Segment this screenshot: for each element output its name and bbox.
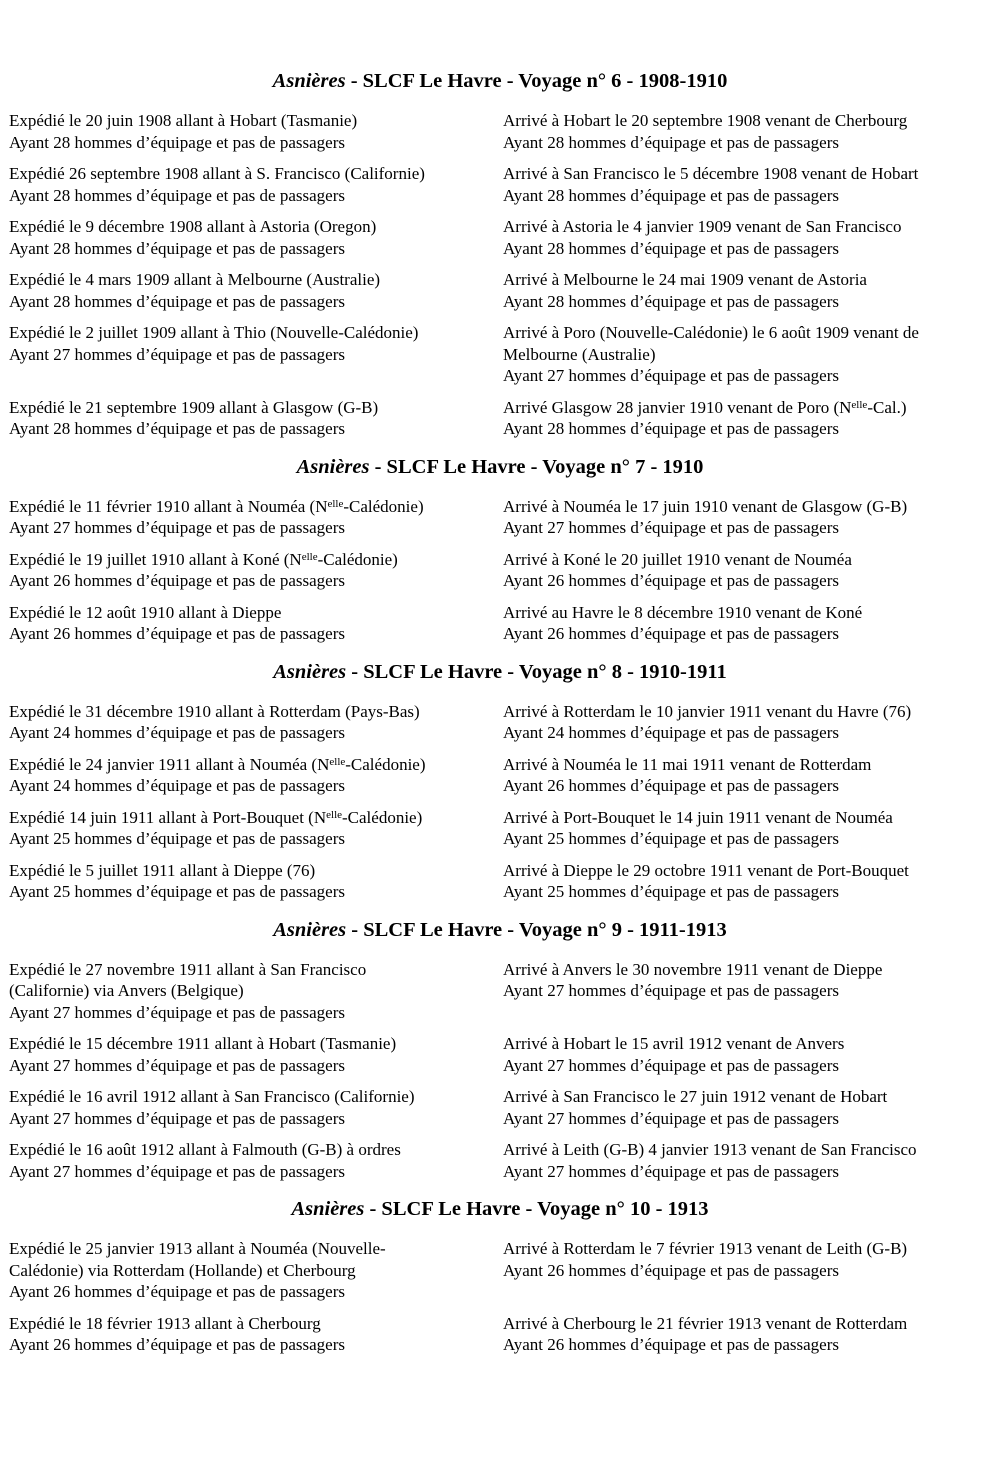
entry-line: Ayant 28 hommes d’équipage et pas de passagers <box>503 185 839 205</box>
departure-cell <box>9 110 503 153</box>
entry-line: Ayant 28 hommes d’équipage et pas de passagers <box>503 419 839 438</box>
entry-line: Arrivé à Astoria le 4 janvier 1909 venant de San Francisco <box>503 217 902 236</box>
entry-line: Ayant 27 hommes d’équipage et pas de passagers <box>9 1108 345 1128</box>
entry-line: Arrivé à Port-Bouquet le 14 juin 1911 venant de Nouméa <box>503 807 893 827</box>
entry-line: Ayant 27 hommes d’équipage et pas de passagers <box>9 1161 345 1181</box>
entry-line: Ayant 24 hommes d’équipage et pas de passagers <box>9 723 345 742</box>
voyage-entry-row <box>9 549 991 592</box>
entry-line: Arrivé à Nouméa le 17 juin 1910 venant de Glasgow (G-B) <box>503 496 908 516</box>
departure-cell <box>9 860 503 903</box>
entry-line: Arrivé à Dieppe le 29 octobre 1911 venant de Port-Bouquet <box>503 860 909 880</box>
ship-name: Asnières <box>272 70 346 92</box>
entry-line: Expédié le 15 décembre 1911 allant à Hobart (Tasmanie) <box>9 1034 397 1053</box>
entry-line: Expédié le 27 novembre 1911 allant à San Francisco <box>9 959 367 979</box>
entry-line: Expédié le 9 décembre 1908 allant à Astoria (Oregon) <box>9 217 377 236</box>
departure-cell <box>9 1139 503 1182</box>
entry-line: Ayant 27 hommes d’équipage et pas de passagers <box>9 344 345 364</box>
entry-line: Ayant 28 hommes d’équipage et pas de passagers <box>503 238 839 258</box>
voyage-entry-row <box>9 1238 991 1303</box>
entry-line: Ayant 25 hommes d’équipage et pas de passagers <box>503 882 839 901</box>
departure-cell <box>9 602 503 645</box>
voyage-entry-row <box>9 496 991 539</box>
voyage-entry-row <box>9 269 991 312</box>
entry-line: Ayant 26 hommes d’équipage et pas de passagers <box>9 571 345 590</box>
departure-cell <box>9 496 503 539</box>
entry-line: Arrivé à Melbourne le 24 mai 1909 venant de Astoria <box>503 270 867 289</box>
entry-line: Ayant 27 hommes d’équipage et pas de passagers <box>503 1108 839 1128</box>
entry-line: (Californie) via Anvers (Belgique) <box>9 981 244 1000</box>
ship-name: Asnières <box>291 1198 365 1220</box>
entry-line: Arrivé à Poro (Nouvelle-Calédonie) le 6 août 1909 venant de <box>503 323 919 342</box>
departure-cell <box>9 216 503 259</box>
entry-line: Expédié le 5 juillet 1911 allant à Dieppe (76) <box>9 860 316 880</box>
departure-cell <box>9 1238 503 1303</box>
arrival-cell <box>503 163 991 206</box>
arrival-cell <box>503 110 991 153</box>
entry-line: Ayant 28 hommes d’équipage et pas de passagers <box>503 291 839 311</box>
arrival-cell <box>503 860 991 903</box>
entry-line: Ayant 26 hommes d’équipage et pas de passagers <box>503 1335 839 1354</box>
arrival-cell <box>503 1238 991 1303</box>
entry-line: Ayant 28 hommes d’équipage et pas de passagers <box>9 185 345 205</box>
arrival-cell <box>503 602 991 645</box>
entry-line: Expédié le 21 septembre 1909 allant à Glasgow (G-B) <box>9 397 379 417</box>
arrival-cell <box>503 1139 991 1182</box>
voyage-entry-row <box>9 807 991 850</box>
entry-line: Ayant 26 hommes d’équipage et pas de passagers <box>503 1260 839 1280</box>
departure-cell <box>9 397 503 440</box>
departure-cell <box>9 549 503 592</box>
voyage-entry-row <box>9 216 991 259</box>
entry-line: Expédié le 11 février 1910 allant à Nouméa $(N^{elle}-Calédonie)$ <box>9 496 424 516</box>
entry-line: Ayant 26 hommes d’équipage et pas de passagers <box>9 1282 345 1301</box>
entry-line: Ayant 26 hommes d’équipage et pas de passagers <box>9 1335 345 1354</box>
ship-name: Asnières <box>273 660 347 683</box>
voyage-entries <box>9 1238 991 1356</box>
entry-line: Ayant 27 hommes d’équipage et pas de passagers <box>503 366 839 385</box>
voyage-entry-row <box>9 754 991 797</box>
voyage-heading-text: - SLCF Le Havre - Voyage n° 7 - 1910 <box>369 455 704 478</box>
entry-line: Arrivé à Rotterdam le 7 février 1913 venant de Leith (G-B) <box>503 1239 908 1258</box>
entry-line: Ayant 26 hommes d’équipage et pas de passagers <box>9 624 345 643</box>
arrival-cell <box>503 216 991 259</box>
voyage-entry-row <box>9 110 991 153</box>
entry-line: Calédonie) via Rotterdam (Hollande) et Cherbourg <box>9 1260 356 1280</box>
entry-line: Arrivé à Hobart le 15 avril 1912 venant de Anvers <box>503 1034 845 1053</box>
departure-cell <box>9 322 503 387</box>
departure-cell <box>9 1086 503 1129</box>
voyage-entries <box>9 110 991 440</box>
voyage-heading-text: - SLCF Le Havre - Voyage n° 6 - 1908-1910 <box>345 70 728 92</box>
arrival-cell <box>503 701 991 744</box>
voyage-entry-row <box>9 1139 991 1182</box>
voyage-heading <box>9 659 991 685</box>
voyage-entry-row <box>9 163 991 206</box>
entry-line: Expédié le 24 janvier 1911 allant à Nouméa $(N^{elle}-Calédonie)$ <box>9 754 426 774</box>
entry-line: Expédié le 20 juin 1908 allant à Hobart (Tasmanie) <box>9 111 358 130</box>
voyage-entry-row <box>9 397 991 440</box>
departure-cell <box>9 807 503 850</box>
entry-line: Expédié le 25 janvier 1913 allant à Nouméa (Nouvelle- <box>9 1239 386 1258</box>
voyage-heading <box>9 917 991 943</box>
entry-line: Ayant 26 hommes d’équipage et pas de passagers <box>503 571 839 590</box>
entry-line: Expédié 26 septembre 1908 allant à S. Francisco (Californie) <box>9 164 425 183</box>
voyage-entries <box>9 496 991 645</box>
departure-cell <box>9 701 503 744</box>
arrival-cell <box>503 496 991 539</box>
entry-line: Arrivé à Nouméa le 11 mai 1911 venant de Rotterdam <box>503 754 872 774</box>
entry-line: Expédié le 12 août 1910 allant à Dieppe <box>9 602 282 622</box>
voyage-entry-row <box>9 701 991 744</box>
entry-line: Ayant 25 hommes d’équipage et pas de passagers <box>503 829 839 848</box>
voyage-entries <box>9 701 991 903</box>
ship-name: Asnières <box>273 918 347 941</box>
voyage-log-page <box>9 68 991 1356</box>
departure-cell <box>9 754 503 797</box>
entry-line: Ayant 25 hommes d’équipage et pas de passagers <box>9 882 345 901</box>
arrival-cell <box>503 322 991 387</box>
voyage-heading-text: - SLCF Le Havre - Voyage n° 10 - 1913 <box>364 1198 709 1220</box>
entry-line: Ayant 28 hommes d’équipage et pas de passagers <box>9 132 345 152</box>
entry-line: Arrivé à Rotterdam le 10 janvier 1911 venant du Havre (76) <box>503 701 912 721</box>
departure-cell <box>9 1313 503 1356</box>
entry-line: Arrivé à Koné le 20 juillet 1910 venant de Nouméa <box>503 549 852 569</box>
entry-line: Ayant 24 hommes d’équipage et pas de passagers <box>503 723 839 742</box>
entry-line: Expédié le 19 juillet 1910 allant à Koné $(N^{elle}-Calédonie)$ <box>9 549 398 569</box>
voyage-entry-row <box>9 602 991 645</box>
entry-line: Ayant 26 hommes d’équipage et pas de passagers <box>503 776 839 795</box>
arrival-cell <box>503 549 991 592</box>
voyage-entry-row <box>9 860 991 903</box>
entry-line: Ayant 25 hommes d’équipage et pas de passagers <box>9 829 345 848</box>
entry-line: Arrivé à Hobart le 20 septembre 1908 venant de Cherbourg <box>503 111 908 130</box>
entry-line: Ayant 27 hommes d’équipage et pas de passagers <box>9 518 345 537</box>
voyage-heading-text: - SLCF Le Havre - Voyage n° 8 - 1910-1911 <box>346 660 727 683</box>
arrival-cell <box>503 959 991 1024</box>
arrival-cell <box>503 1033 991 1076</box>
entry-line: Ayant 26 hommes d’équipage et pas de passagers <box>503 624 839 643</box>
arrival-cell <box>503 754 991 797</box>
entry-line: Arrivé à San Francisco le 5 décembre 1908 venant de Hobart <box>503 164 919 183</box>
entry-line: Expédié le 16 avril 1912 allant à San Francisco (Californie) <box>9 1087 415 1106</box>
entry-line: Ayant 28 hommes d’équipage et pas de passagers <box>9 238 345 258</box>
entry-line: Ayant 28 hommes d’équipage et pas de passagers <box>9 291 345 311</box>
voyage-entries <box>9 959 991 1183</box>
entry-line: Ayant 27 hommes d’équipage et pas de passagers <box>9 1055 345 1075</box>
departure-cell <box>9 269 503 312</box>
entry-line: Expédié le 18 février 1913 allant à Cherbourg <box>9 1313 321 1333</box>
voyage-heading <box>9 454 991 480</box>
entry-line: Expédié le 16 août 1912 allant à Falmouth (G-B) à ordres <box>9 1140 401 1159</box>
entry-line: Ayant 27 hommes d’équipage et pas de passagers <box>503 981 839 1000</box>
departure-cell <box>9 959 503 1024</box>
entry-line: Arrivé à Leith (G-B) 4 janvier 1913 venant de San Francisco <box>503 1140 917 1159</box>
departure-cell <box>9 1033 503 1076</box>
entry-line: Arrivé au Havre le 8 décembre 1910 venant de Koné <box>503 602 863 622</box>
voyage-entry-row <box>9 1086 991 1129</box>
entry-line: Arrivé Glasgow 28 janvier 1910 venant de Poro $(N^{elle}-Cal.)$ <box>503 397 907 417</box>
voyage-entry-row <box>9 1033 991 1076</box>
arrival-cell <box>503 1086 991 1129</box>
entry-line: Melbourne (Australie) <box>503 344 656 364</box>
arrival-cell <box>503 269 991 312</box>
voyage-heading-text: - SLCF Le Havre - Voyage n° 9 - 1911-1913 <box>346 918 727 941</box>
entry-line: Arrivé à Cherbourg le 21 février 1913 venant de Rotterdam <box>503 1313 908 1333</box>
arrival-cell <box>503 1313 991 1356</box>
entry-line: Arrivé à Anvers le 30 novembre 1911 venant de Dieppe <box>503 959 883 979</box>
entry-line: Arrivé à San Francisco le 27 juin 1912 venant de Hobart <box>503 1087 888 1106</box>
entry-line: Ayant 24 hommes d’équipage et pas de passagers <box>9 776 345 795</box>
departure-cell <box>9 163 503 206</box>
entry-line: Ayant 28 hommes d’équipage et pas de passagers <box>9 419 345 438</box>
voyage-heading <box>9 1196 991 1222</box>
voyage-entry-row <box>9 959 991 1024</box>
entry-line: Expédié le 31 décembre 1910 allant à Rotterdam (Pays-Bas) <box>9 701 420 721</box>
entry-line: Ayant 27 hommes d’équipage et pas de passagers <box>503 1055 839 1075</box>
entry-line: Ayant 27 hommes d’équipage et pas de passagers <box>9 1002 345 1022</box>
arrival-cell <box>503 807 991 850</box>
entry-line: Ayant 27 hommes d’équipage et pas de passagers <box>503 518 839 537</box>
voyage-heading <box>9 68 991 94</box>
voyage-entry-row <box>9 1313 991 1356</box>
ship-name: Asnières <box>296 455 370 478</box>
entry-line: Expédié le 4 mars 1909 allant à Melbourne (Australie) <box>9 270 381 289</box>
voyage-entry-row <box>9 322 991 387</box>
entry-line: Ayant 27 hommes d’équipage et pas de passagers <box>503 1161 839 1181</box>
entry-line: Expédié le 2 juillet 1909 allant à Thio (Nouvelle-Calédonie) <box>9 323 419 342</box>
arrival-cell <box>503 397 991 440</box>
entry-line: Expédié 14 juin 1911 allant à Port-Bouquet $(N^{elle}-Calédonie)$ <box>9 807 423 827</box>
entry-line: Ayant 28 hommes d’équipage et pas de passagers <box>503 132 839 152</box>
